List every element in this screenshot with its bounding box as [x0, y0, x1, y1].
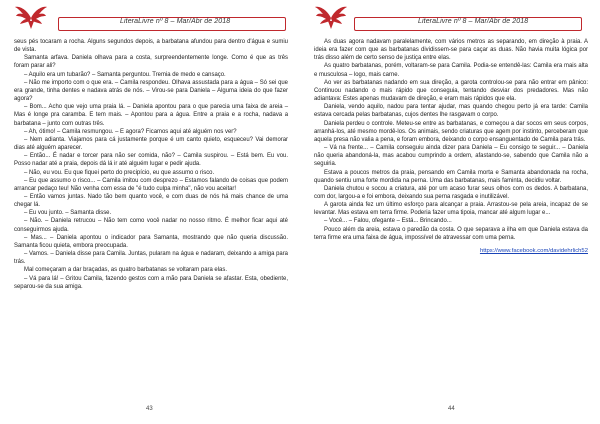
- paragraph: seus pés tocaram a rocha. Alguns segundos depois, a barbatana afundou para dentro d'água e sumiu de vista.: [14, 39, 288, 54]
- paragraph: – Você... – Falou, ofegante – Está... Brincando...: [324, 218, 452, 225]
- paragraph: Ao ver as barbatanas nadando em sua direção, a garota controlou-se para não entrar em pânico: Continuou nadando o mais rápido que conseguia, tentando desviar dos predadores. Mas não adiantava: Estes apenas mudavam de direção, e eram mais rápidos que ela.: [314, 79, 588, 103]
- paragraph: – Não me importo com o que era. – Camila respondeu. Olhava assustada para a água – Só sei que era grande, tinha dentes e nadava atrás de nós. – Virou-se para Daniela – Alguma ideia do que fazer agora?: [14, 79, 288, 103]
- page-body: [14, 38, 288, 291]
- paragraph: – Então... É nadar e torcer para não ser comida, não? – Camila suspirou. – Está bem. Eu vou. Posso nadar até a praia, depois dá lá ir até alguém lugar e pedir ajuda.: [14, 153, 288, 168]
- winged-logo-icon: [314, 4, 348, 30]
- page-header: [310, 4, 590, 32]
- page-body: [314, 38, 588, 255]
- header-title: LiteraLivre nº 8 – Mar/Abr de 2018: [418, 18, 529, 25]
- paragraph: – Vamos. – Daniela disse para Camila. Juntas, pularam na água e nadaram, deixando a amiga para trás.: [14, 251, 288, 266]
- paragraph: Pouco além da areia, estava o paredão da costa. O que separava a ilha em que Daniela estava da terra firme era uma faixa de água, impossível de atravessar com uma perna.: [314, 226, 588, 241]
- paragraph: – Vá na frente... – Camila conseguiu ainda dizer para Daniela – Eu consigo te seguir... – Daniela não queria abandoná-la, mas acabou cumprindo a ordem, afastando-se, sabendo que Camila não a seguiria.: [314, 145, 588, 168]
- paragraph: Samanta arfava. Daniela olhava para a costa, surpreendentemente longe. Como é que as três foram parar ali?: [14, 55, 288, 70]
- paragraph: – Não, eu vou. Eu que fiquei perto do precipício, eu que assumo o risco.: [24, 169, 215, 176]
- header-title: LiteraLivre nº 8 – Mar/Abr de 2018: [120, 18, 231, 25]
- paragraph: Daniela chutou e socou a criatura, até por um acaso furar seus olhos com os dedos. A barbatana, com dor, largou-a e foi embora, deixando sua perna rasgada e inutilizável.: [314, 185, 588, 200]
- right-page: [300, 0, 600, 424]
- page-number: 44: [448, 406, 455, 412]
- page-number: 43: [146, 406, 153, 412]
- paragraph: Daniela perdeu o controle. Meteu-se entre as barbatanas, e começou a dar socos em seus corpos, arranhá-los, até mesmo mordê-los. Os animais, sendo criaturas que agem por instinto, perceberam que aquela presa não valia a pena, e foram embora, deixando o corpo ensanguentado de Camila para trás.: [314, 120, 588, 143]
- paragraph: A garota ainda fez um último esforço para alcançar a praia. Arrastou-se pela areia, incapaz de se levantar. Mas estava em terra firme. Poderia fazer uma tipoia, mancar até algum lugar e...: [314, 202, 588, 217]
- paragraph: As quatro barbatanas, porém, voltaram-se para Camila. Podia-se entendê-las: Camila era mais alta e musculosa – logo, mais carne.: [314, 63, 588, 78]
- paragraph: – Mas... – Daniela apontou o indicador para Samanta, mostrando que não queria discussão. Samanta ficou quieta, embora preocupada.: [14, 234, 288, 249]
- paragraph: – Aquilo era um tubarão? – Samanta perguntou. Tremia de medo e cansaço.: [24, 71, 226, 78]
- paragraph: – Não. – Daniela retrucou – Não tem como você nadar no nosso ritmo. É melhor ficar aqui até conseguirmos ajuda.: [14, 218, 288, 233]
- paragraph: Estava a poucos metros da praia, pensando em Camila morta e Samanta abandonada na rocha, quando sentiu uma forte mordida na perna. Uma das barbatanas, mais faminta, decidiu voltar.: [314, 169, 588, 184]
- paragraph: – Nem adianta. Viajamos para cá justamente porque é um canto quieto, esqueceu? Vai demorar dias até alguém aparecer.: [14, 136, 288, 152]
- paragraph: – Eu que assumo o risco... – Camila imitou com desprezo – Estamos falando de coisas que podem arrancar pedaço teu! Não venha com essa de "é tudo culpa minha", não vou aceitar!: [14, 177, 288, 192]
- paragraph: – Ah, ótimo! – Camila resmungou. – E agora? Ficamos aqui até alguém nos ver?: [24, 128, 237, 135]
- paragraph: – Bom... Acho que vejo uma praia lá. – Daniela apontou para o que parecia uma faixa de areia – Mas é longe pra caramba. E tem mais. – Apontou para a água. Entre a praia e a rocha, nadava a barbatana – junto com outras três.: [14, 104, 288, 127]
- paragraph: – Eu vou junto. – Samanta disse.: [24, 210, 112, 217]
- paragraph: – Vá para lá! – Gritou Camila, fazendo gestos com a mão para Daniela se afastar. Esta, obediente, separou-se da sua amiga.: [14, 275, 288, 290]
- page-header: [10, 4, 290, 32]
- paragraph: Daniela, vendo aquilo, nadou para tentar ajudar, mas quando chegou perto já era tarde: Camila estava cercada pelas barbatanas, cujos dentes lhe rasgavam o corpo.: [314, 104, 588, 119]
- paragraph: – Então vamos juntas. Nado tão bem quanto você, e com duas de nós há mais chance de uma chegar lá.: [14, 193, 288, 209]
- facebook-link[interactable]: https://www.facebook.com/davidehrlich52: [479, 247, 588, 254]
- paragraph: Mal começaram a dar braçadas, as quatro barbatanas se voltaram para elas.: [24, 267, 227, 274]
- winged-logo-icon: [14, 4, 48, 30]
- paragraph: As duas agora nadavam paralelamente, com vários metros as separando, em direção à praia. A ideia era fazer com que as barbatanas dividissem-se para caçar as duas. Não havia muita lógica por trás disso além de certo senso de justiça entre elas.: [314, 39, 588, 62]
